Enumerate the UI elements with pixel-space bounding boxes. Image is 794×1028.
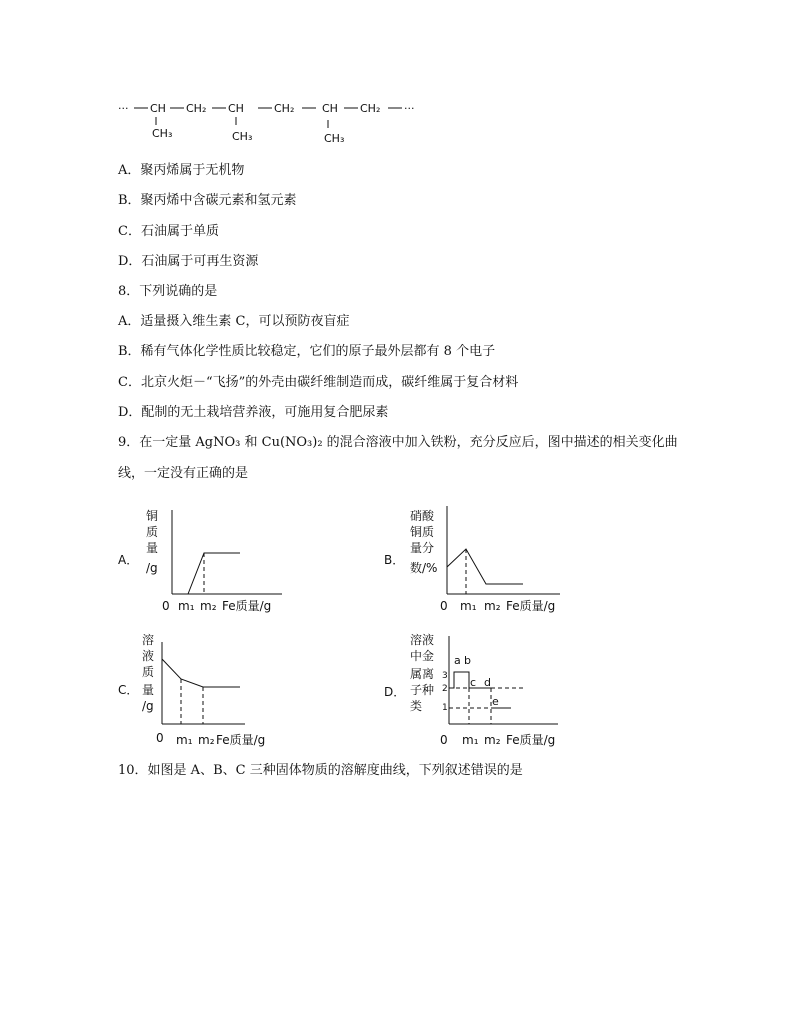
graph-c-tick-m1: m₁ [176, 733, 193, 747]
graph-a-tick-m2: m₂ [200, 599, 217, 613]
graph-d-ylabel-1: 溶液 [410, 633, 435, 647]
graph-b-ylabel-2: 铜质 [410, 525, 435, 539]
formula-ellipsis-left: ··· [118, 102, 129, 115]
q7-option-c: C．石油属于单质 [118, 224, 219, 239]
q8-option-d: D．配制的无土栽培营养液，可施用复合肥尿素 [118, 405, 389, 420]
polypropylene-formula [118, 98, 438, 148]
graph-d-label-d: d [484, 676, 491, 689]
q9-stem-line1: 9．在一定量 AgNO₃ 和 Cu(NO₃)₂ 的混合溶液中加入铁粉，充分反应后，图中描述的相关变化曲 [118, 435, 678, 450]
graph-b-option-label: B． [384, 553, 405, 567]
graph-a-xlabel: Fe质量/g [222, 599, 272, 613]
graph-c-ylabel-3: 质 [142, 665, 155, 679]
graph-d-ylabel-4: 子种 [410, 683, 435, 697]
graph-a [112, 500, 292, 620]
graph-d-tick-0: 0 [440, 733, 448, 747]
graph-b-curve [447, 549, 523, 584]
graph-d-ytick-2: 2 [442, 684, 448, 694]
formula-ellipsis-right: ··· [404, 102, 415, 115]
graph-d-option-label: D． [384, 685, 406, 699]
formula-ch3-3: CH₃ [324, 132, 345, 145]
graph-c-xlabel: Fe质量/g [216, 733, 266, 747]
graph-d-label-c: c [470, 676, 477, 689]
graph-d-ylabel-3: 属离 [410, 667, 435, 681]
graph-c-ylabel-5: /g [142, 699, 154, 713]
graph-c-tick-0: 0 [156, 731, 164, 745]
graph-d-ylabel-5: 类 [410, 699, 423, 713]
graph-b-tick-0: 0 [440, 599, 448, 613]
graph-c-curve [162, 659, 240, 687]
graph-a-tick-m1: m₁ [178, 599, 195, 613]
graph-a-tick-0: 0 [162, 599, 170, 613]
q8-option-b: B．稀有气体化学性质比较稳定，它们的原子最外层都有 8 个电子 [118, 344, 496, 359]
graph-d-xlabel: Fe质量/g [506, 733, 556, 747]
graph-b-ylabel-3: 量分 [410, 541, 435, 555]
graph-c-tick-m2: m₂ [198, 733, 215, 747]
formula-ch2-2: CH₂ [274, 102, 295, 115]
graph-a-curve [178, 553, 240, 594]
formula-ch3-1: CH₃ [152, 127, 173, 140]
q9-stem-line2: 线，一定没有正确的是 [118, 466, 249, 481]
graph-d-label-b: b [464, 654, 471, 667]
graph-c [112, 628, 292, 750]
graph-d-label-e: e [492, 695, 499, 708]
q8-stem: 8．下列说确的是 [118, 284, 218, 299]
q7-option-a: A．聚丙烯属于无机物 [118, 163, 245, 178]
q10-stem: 10．如图是 A、B、C 三种固体物质的溶解度曲线，下列叙述错误的是 [118, 763, 523, 778]
graph-b [380, 500, 570, 620]
q7-option-d: D．石油属于可再生资源 [118, 254, 259, 269]
graph-d-ylabel-2: 中金 [410, 649, 435, 663]
graph-a-ylabel-2: 质 [146, 525, 159, 539]
graph-b-ylabel-4: 数/% [410, 561, 438, 575]
formula-ch-1: CH [150, 102, 166, 115]
graph-d-ytick-1: 1 [442, 703, 448, 713]
graph-b-ylabel-1: 硝酸 [410, 509, 435, 523]
formula-ch2-3: CH₂ [360, 102, 381, 115]
graph-d [380, 628, 570, 750]
graph-a-ylabel-3: 量 [146, 541, 159, 555]
graph-c-ylabel-1: 溶 [142, 633, 155, 647]
graph-c-ylabel-4: 量 [142, 683, 155, 697]
graph-a-option-label: A． [118, 553, 139, 567]
graph-b-tick-m2: m₂ [484, 599, 501, 613]
q8-option-c: C．北京火炬－“飞扬”的外壳由碳纤维制造而成，碳纤维属于复合材料 [118, 375, 519, 390]
graph-c-ylabel-2: 液 [142, 649, 155, 663]
q7-option-b: B．聚丙烯中含碳元素和氢元素 [118, 193, 297, 208]
graph-c-option-label: C． [118, 683, 139, 697]
graph-a-ylabel-1: 铜 [146, 509, 159, 523]
formula-ch-2: CH [228, 102, 244, 115]
formula-ch-3: CH [322, 102, 338, 115]
formula-ch2-1: CH₂ [186, 102, 207, 115]
graph-d-ytick-3: 3 [442, 671, 448, 681]
graph-b-tick-m1: m₁ [460, 599, 477, 613]
q8-option-a: A．适量摄入维生素 C，可以预防夜盲症 [118, 314, 350, 329]
graph-a-ylabel-4: /g [146, 561, 158, 575]
graph-b-xlabel: Fe质量/g [506, 599, 556, 613]
graph-d-tick-m1: m₁ [462, 733, 479, 747]
graph-d-label-a: a [454, 654, 461, 667]
graph-d-tick-m2: m₂ [484, 733, 501, 747]
formula-ch3-2: CH₃ [232, 130, 253, 143]
